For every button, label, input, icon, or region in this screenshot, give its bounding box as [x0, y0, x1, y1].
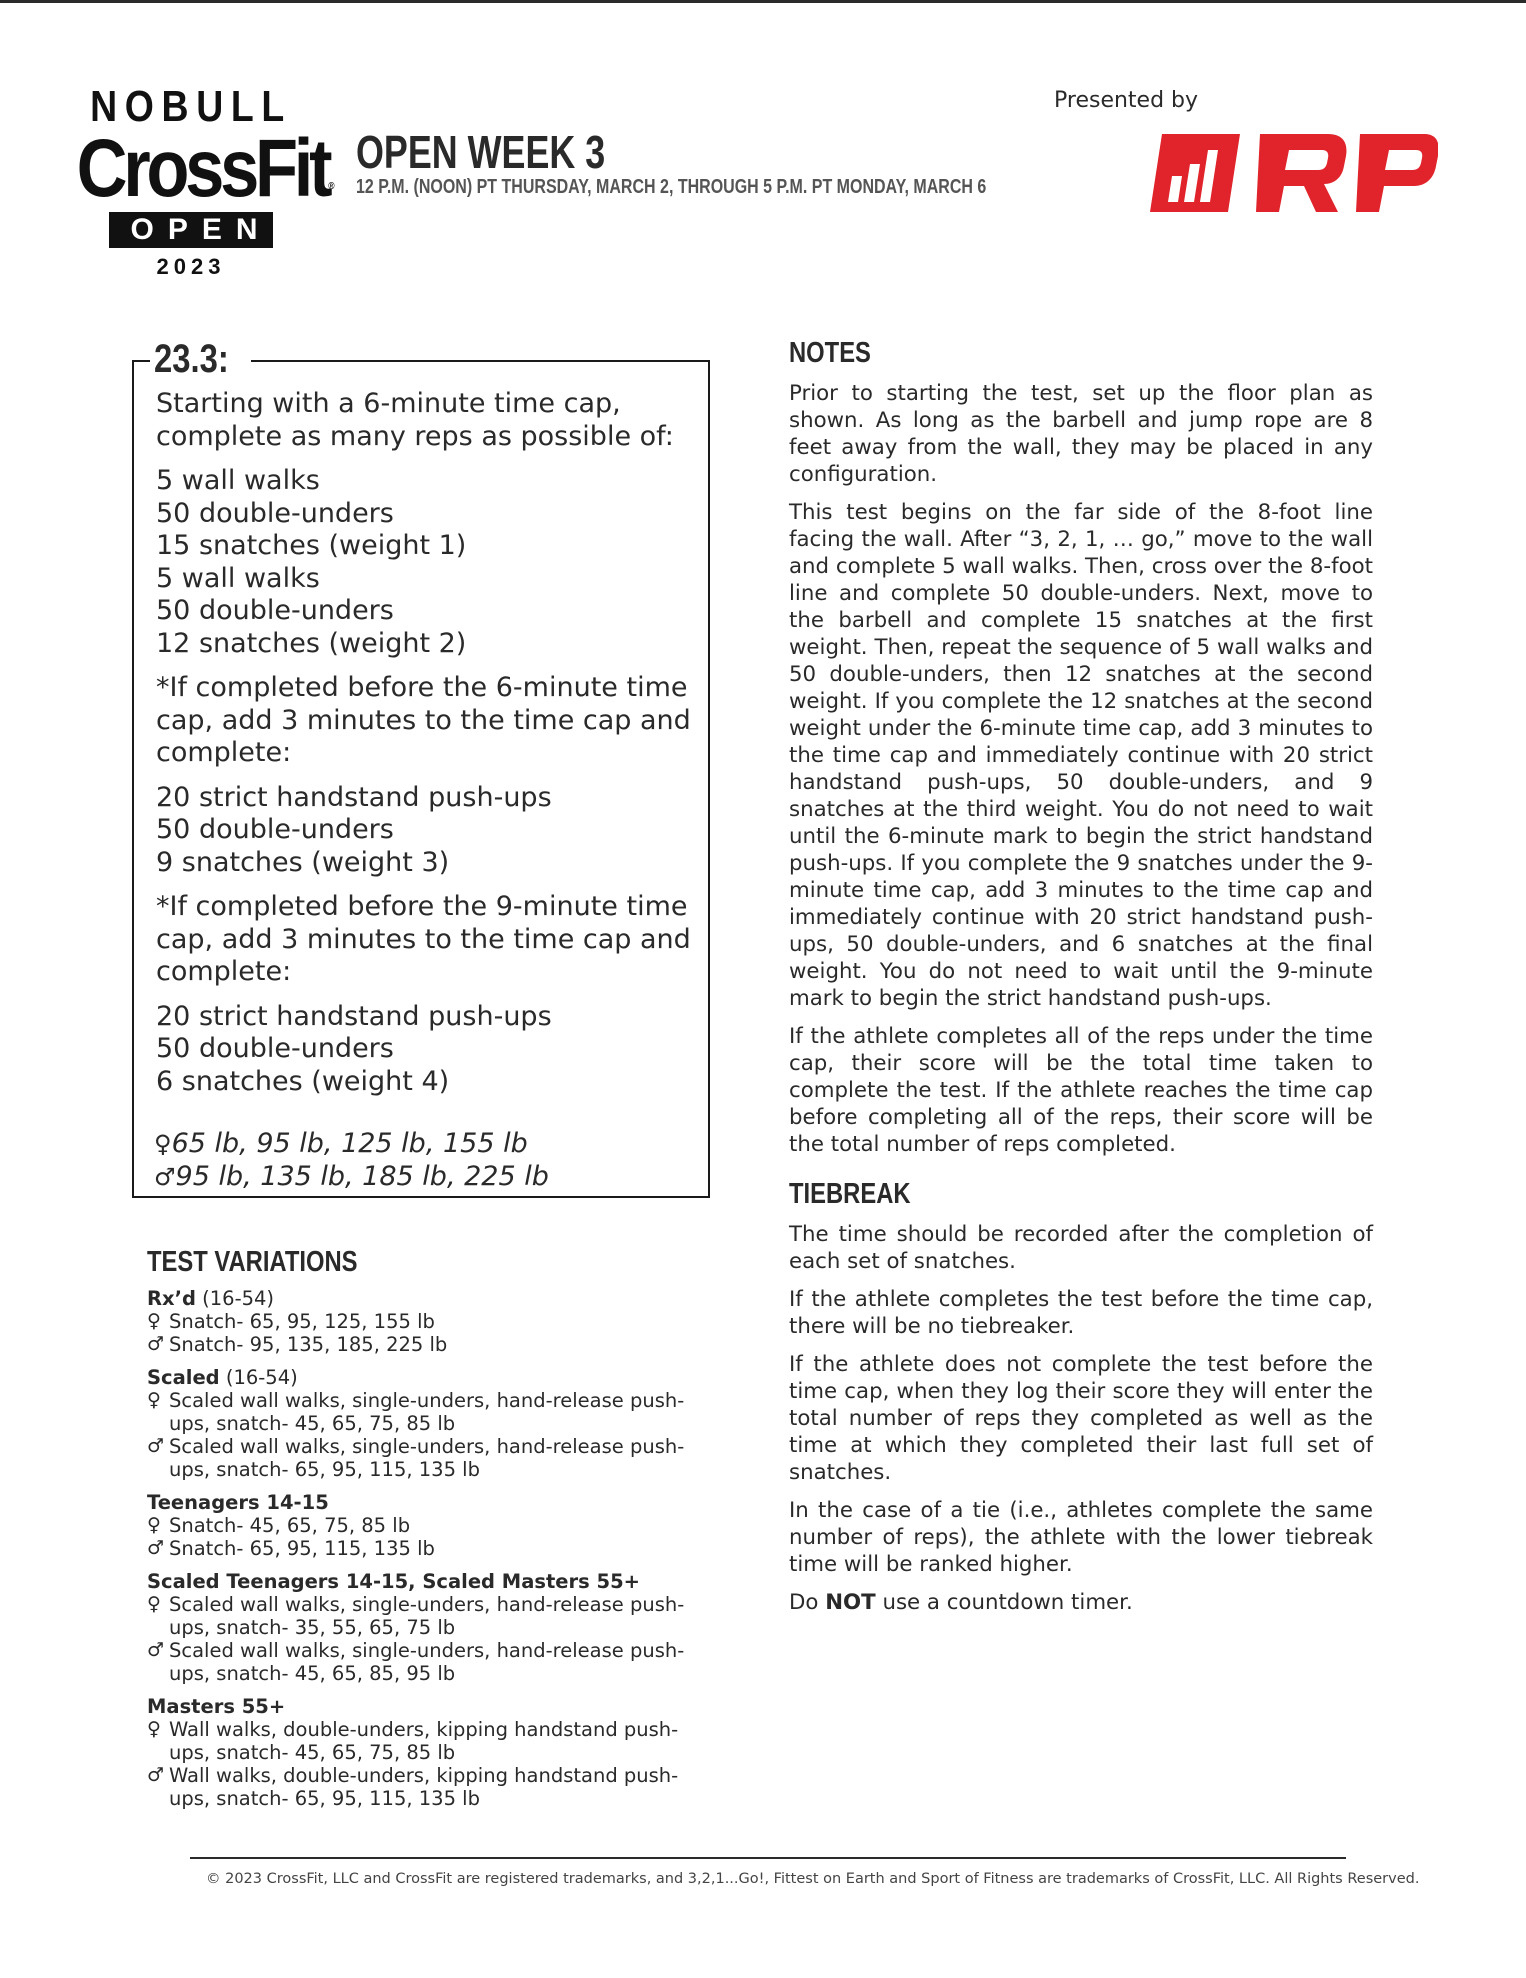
page-title: OPEN WEEK 3	[356, 126, 606, 178]
male-icon: ♂	[147, 1639, 165, 1661]
movement: 15 snatches (weight 1)	[156, 530, 467, 561]
female-icon: ♀	[147, 1593, 161, 1615]
variation-group	[147, 1366, 707, 1481]
footer-rule	[190, 1857, 1346, 1859]
variation-category: Rx’d (16-54)	[147, 1287, 275, 1310]
male-icon: ♂	[154, 1162, 176, 1191]
female-icon: ♀	[147, 1718, 161, 1740]
male-variation: ♂ Wall walks, double-unders, kipping handstand push-ups, snatch- 65, 95, 115, 135 lb	[147, 1764, 679, 1810]
male-icon: ♂	[147, 1435, 165, 1457]
workout-intro: Starting with a 6-minute time cap, complete as many reps as possible of:	[156, 388, 674, 452]
female-weights: ♀65 lb, 95 lb, 125 lb, 155 lb	[154, 1128, 528, 1159]
female-icon: ♀	[147, 1514, 161, 1536]
rp-sponsor-logo	[1148, 134, 1438, 214]
tiebreak-body	[789, 1221, 1373, 1627]
logo-open: OPEN	[109, 212, 273, 248]
female-variation: ♀ Snatch- 65, 95, 125, 155 lb	[147, 1310, 435, 1333]
variation-category: Scaled (16-54)	[147, 1366, 298, 1389]
variation-category: Teenagers 14-15	[147, 1491, 329, 1514]
male-variation: ♂ Scaled wall walks, single-unders, hand-release push-ups, snatch- 45, 65, 85, 95 lb	[147, 1639, 685, 1685]
workout-weights	[154, 1128, 549, 1193]
male-icon: ♂	[147, 1764, 165, 1786]
movement: 12 snatches (weight 2)	[156, 627, 467, 659]
variation-group	[147, 1695, 707, 1810]
logo-crossfit: CrossFit®	[76, 123, 335, 214]
movement: 20 strict handstand push-ups	[156, 781, 552, 813]
variation-group	[147, 1287, 707, 1356]
top-rule	[0, 0, 1526, 3]
movement: 5 wall walks	[156, 465, 320, 496]
workout-condition-1: *If completed before the 6-minute time cap, add 3 minutes to the time cap and complete:	[156, 672, 691, 768]
tiebreak-paragraph: If the athlete completes the test before the time cap, there will be no tiebreaker.	[789, 1287, 1373, 1339]
workout-number: 23.3:	[150, 336, 251, 382]
variation-category: Masters 55+	[147, 1695, 286, 1718]
movement: 5 wall walks	[156, 562, 320, 594]
crossfit-open-logo	[58, 82, 335, 280]
tiebreak-paragraph: If the athlete does not complete the test before the time cap, when they log their score they will enter the total number of reps they completed as well as the time at which they completed their last full set of snatches.	[789, 1352, 1373, 1485]
test-variations-heading: TEST VARIATIONS	[147, 1246, 358, 1278]
notes-heading: NOTES	[789, 337, 871, 369]
workout-round-2	[156, 782, 696, 880]
female-icon: ♀	[147, 1389, 161, 1411]
female-variation: ♀ Snatch- 45, 65, 75, 85 lb	[147, 1514, 411, 1537]
male-variation: ♂ Scaled wall walks, single-unders, hand-release push-ups, snatch- 65, 95, 115, 135 lb	[147, 1435, 685, 1481]
female-icon: ♀	[154, 1130, 172, 1158]
male-icon: ♂	[147, 1333, 165, 1355]
tiebreak-paragraph: The time should be recorded after the completion of each set of snatches.	[789, 1222, 1373, 1274]
movement: 50 double-unders	[156, 1033, 394, 1064]
female-variation: ♀ Scaled wall walks, single-unders, hand-release push-ups, snatch- 35, 55, 65, 75 lb	[147, 1593, 685, 1639]
male-icon: ♂	[147, 1537, 165, 1559]
variation-category: Scaled Teenagers 14-15, Scaled Masters 55+	[147, 1570, 641, 1593]
tiebreak-paragraph: Do NOT use a countdown timer.	[789, 1590, 1133, 1615]
logo-nobull: NOBULL	[90, 82, 292, 131]
movement: 50 double-unders	[156, 497, 394, 529]
male-variation: ♂ Snatch- 65, 95, 115, 135 lb	[147, 1537, 435, 1560]
logo-year: 2023	[156, 254, 226, 279]
female-variation: ♀ Wall walks, double-unders, kipping handstand push-ups, snatch- 45, 65, 75, 85 lb	[147, 1718, 679, 1764]
movement: 20 strict handstand push-ups	[156, 1000, 552, 1032]
male-weights: ♂95 lb, 135 lb, 185 lb, 225 lb	[154, 1160, 549, 1192]
workout-round-3	[156, 1001, 696, 1099]
footer-copyright: © 2023 CrossFit, LLC and CrossFit are registered trademarks, and 3,2,1...Go!, Fittest on Earth and Sport of Fitness are trademarks of CrossFit, LLC. All Rights Reserved.	[206, 1871, 1420, 1887]
tiebreak-paragraph: In the case of a tie (i.e., athletes complete the same number of reps), the athlete with the lower tiebreak time will be ranked higher.	[789, 1498, 1373, 1577]
notes-paragraph: Prior to starting the test, set up the floor plan as shown. As long as the barbell and jump rope are 8 feet away from the wall, they may be placed in any configuration.	[789, 381, 1373, 487]
test-variations-list	[147, 1287, 707, 1820]
movement: 6 snatches (weight 4)	[156, 1065, 450, 1097]
workout-round-1	[156, 465, 696, 660]
page-dates: 12 P.M. (NOON) PT THURSDAY, MARCH 2, THROUGH 5 P.M. PT MONDAY, MARCH 6	[356, 176, 987, 198]
notes-paragraph: If the athlete completes all of the reps under the time cap, their score will be the total time taken to complete the test. If the athlete reaches the time cap before completing all of the reps, their score will be the total number of reps completed.	[789, 1024, 1373, 1157]
male-variation: ♂ Snatch- 95, 135, 185, 225 lb	[147, 1333, 448, 1356]
movement: 50 double-unders	[156, 595, 394, 626]
variation-group	[147, 1491, 707, 1560]
presented-by-label: Presented by	[1054, 88, 1199, 113]
movement: 50 double-unders	[156, 814, 394, 845]
movement: 9 snatches (weight 3)	[156, 846, 450, 878]
female-variation: ♀ Scaled wall walks, single-unders, hand-release push-ups, snatch- 45, 65, 75, 85 lb	[147, 1389, 685, 1435]
variation-group	[147, 1570, 707, 1685]
notes-paragraph: This test begins on the far side of the 8-foot line facing the wall. After “3, 2, 1, … go,” move to the wall and complete 5 wall walks. Then, cross over the 8-foot line and complete 50 double-unders. Next, move to the barbell and complete 15 snatches at the first weight. Then, repeat the sequence of 5 wall walks and 50 double-unders, then 12 snatches at the second weight. If you complete the 12 snatches at the second weight under the 6-minute time cap, add 3 minutes to the time cap and immediately continue with 20 strict handstand push-ups, 50 double-unders, and 9 snatches at the third weight. You do not need to wait until the 6-minute mark to begin the strict handstand push-ups. If you complete the 9 snatches under the 9-minute time cap, add 3 minutes to the time cap and immediately continue with 20 strict handstand push-ups, 50 double-unders, and 6 snatches at the final weight. You do not need to wait until the 9-minute mark to begin the strict handstand push-ups.	[789, 500, 1373, 1011]
tiebreak-heading: TIEBREAK	[789, 1178, 911, 1210]
workout-condition-2: *If completed before the 9-minute time cap, add 3 minutes to the time cap and complete:	[156, 891, 691, 987]
workout-description	[156, 388, 696, 1110]
notes-body	[789, 380, 1373, 1169]
female-icon: ♀	[147, 1310, 161, 1332]
